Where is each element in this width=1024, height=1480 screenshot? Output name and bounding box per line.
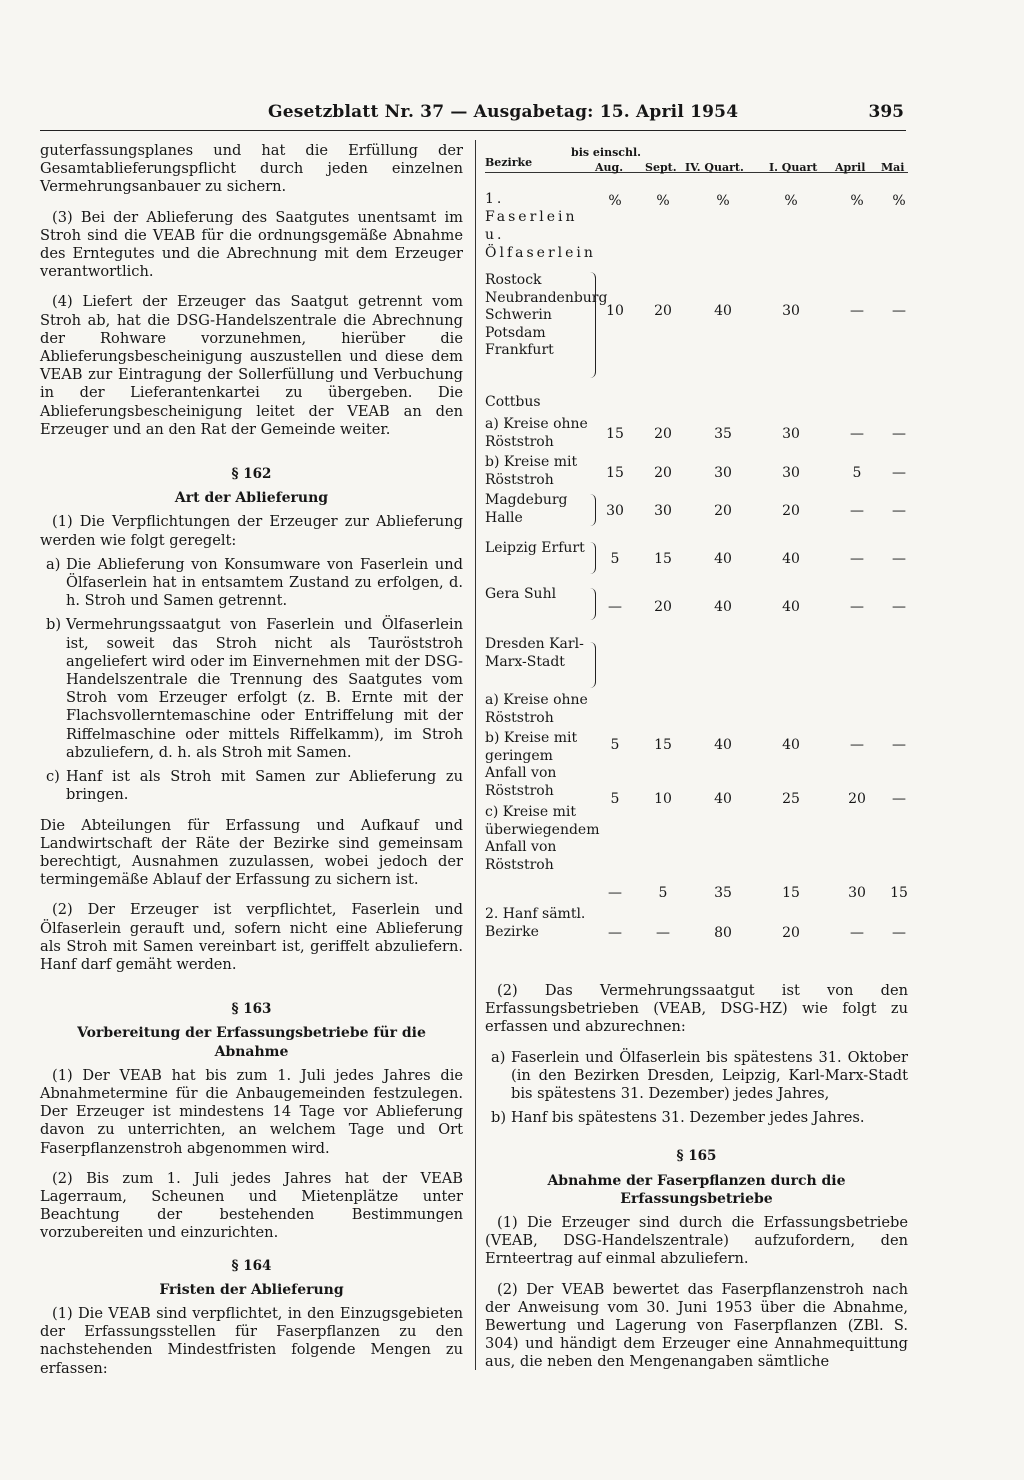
brace xyxy=(589,272,596,378)
table-cell: 35 xyxy=(714,426,732,442)
table-cell: 40 xyxy=(714,791,732,807)
list-item-label: c) xyxy=(46,768,60,786)
table-cell: 40 xyxy=(714,737,732,753)
col-header-april: April xyxy=(835,161,866,174)
section-title: Abnahme der Faserpflanzen durch die Erfassungsbetriebe xyxy=(547,1172,846,1207)
table-cell: 40 xyxy=(782,551,800,567)
table-cell: — xyxy=(850,503,864,519)
paragraph: guterfassungsplanes und hat die Erfüllung der Gesamtablieferungspflicht durch jeden einzelnen Vermehrungsanbauer zu sichern. xyxy=(40,142,463,196)
paragraph: (2) Der Erzeuger ist verpflichtet, Faserlein und Ölfaserlein gerauft und, sofern nicht eine Ablieferung als Stroh mit Samen vereinbart ist, geriffelt abzuliefern. Hanf darf gemäht werden. xyxy=(40,901,463,973)
table-cell: — xyxy=(892,925,906,941)
table-cell: — xyxy=(850,599,864,615)
table-cell: — xyxy=(892,303,906,319)
table-cell: — xyxy=(608,885,622,901)
gazette-title: Gesetzblatt Nr. 37 — Ausgabetag: 15. April 1954 xyxy=(268,102,739,122)
paragraph: (4) Liefert der Erzeuger das Saatgut getrennt vom Stroh ab, hat die DSG-Handelszentrale die Abrechnung der Rohware vorzunehmen, hierüber die Ablieferungsbescheinigung auszustellen und diese dem VEAB zur Eintragung der Sollerfüllung und Verbuchung in der Lieferantenkartei zu übergeben. Die Ablieferungsbescheinigung leitet der VEAB an den Erzeuger und an den Rat der Gemeinde weiter. xyxy=(40,293,463,438)
table-cell: 30 xyxy=(714,465,732,481)
list-item-text: Faserlein und Ölfaserlein bis spätestens 31. Oktober (in den Bezirken Dresden, Leipzig, Karl-Marx-Stadt bis spätestens 31. Dezember) jedes Jahres, xyxy=(511,1048,908,1103)
table-row-label: Dresden Karl-Marx-Stadt xyxy=(485,636,584,670)
page-header xyxy=(40,102,906,131)
table-cell: 10 xyxy=(606,303,624,319)
table-cell: 15 xyxy=(606,465,624,481)
table-cell: 20 xyxy=(782,925,800,941)
table-cell: — xyxy=(850,551,864,567)
list-item xyxy=(40,556,463,611)
paragraph: (1) Die VEAB sind verpflichtet, in den Einzugsgebieten der Erfassungsstellen für Faserpflanzen zu den nachstehenden Mindestfristen folgende Mengen zu erfassen: xyxy=(40,1304,463,1377)
table-cell: 5 xyxy=(852,465,862,481)
table-cell: 40 xyxy=(714,303,732,319)
table-row-label: a) Kreise ohne Röststroh xyxy=(485,692,588,726)
table-row-label: Gera Suhl xyxy=(485,586,557,602)
paragraph: (1) Die Verpflichtungen der Erzeuger zur Ablieferung werden wie folgt geregelt: xyxy=(40,513,463,549)
section-title: Vorbereitung der Erfassungsbetriebe für die Abnahme xyxy=(77,1025,426,1060)
paragraph: (2) Der VEAB bewertet das Faserpflanzenstroh nach der Anweisung vom 30. Juni 1953 über die Abnahme, Bewertung und Lagerung von Faserpflanzen (ZBl. S. 304) und händigt dem Erzeuger eine Annahmequittung aus, die neben den Mengenangaben sämtliche xyxy=(485,1280,908,1371)
list-item-label: b) xyxy=(46,616,62,634)
col-header-i-quart: I. Quart xyxy=(769,161,818,174)
table-cell: 30 xyxy=(848,885,866,901)
table-cell: 30 xyxy=(782,303,800,319)
table-cell: — xyxy=(850,737,864,753)
table-cell: 40 xyxy=(714,599,732,615)
section-number: § 163 xyxy=(231,1001,272,1018)
list-item-text: Vermehrungssaatgut von Faserlein und Ölfaserlein ist, soweit das Stroh nicht als Tauröststroh angeliefert wird oder im Einvernehmen mit der DSG-Handelszentrale die Trennung des Saatgutes vom Stroh vom Erzeuger erfolgt (z. B. Ernte mit der Flachsvollerntemaschine oder Entriffelung mit der Riffelmaschine oder mittels Riffelkamm), im Stroh abzuliefern, d. h. als Stroh mit Samen. xyxy=(66,616,463,761)
table-row-label: a) Kreise ohne Röststroh xyxy=(485,416,588,450)
table-cell: — xyxy=(892,503,906,519)
section-number: § 164 xyxy=(231,1257,272,1274)
paragraph: Die Abteilungen für Erfassung und Aufkauf und Landwirtschaft der Räte der Bezirke sind gemeinsam berechtigt, Ausnahmen zuzulassen, wobei jedoch der termingemäße Ablauf der Erfassung zu sichern ist. xyxy=(40,816,463,889)
table-cell: 5 xyxy=(610,551,620,567)
col-header-iv-quart: IV. Quart. xyxy=(685,161,744,174)
table-cell: — xyxy=(892,465,906,481)
paragraph: (2) Das Vermehrungssaatgut ist von den Erfassungsbetrieben (VEAB, DSG-HZ) wie folgt zu erfassen und abzurechnen: xyxy=(485,982,908,1036)
table-cell: 30 xyxy=(782,426,800,442)
table-cell: — xyxy=(608,925,622,941)
table-row-label: Leipzig Erfurt xyxy=(485,540,585,556)
table-row-label: b) Kreise mit Röststroh xyxy=(485,454,578,488)
table-cell: — xyxy=(656,925,670,941)
table-cell: — xyxy=(892,791,906,807)
list-item-label: b) xyxy=(491,1109,507,1127)
col-header-bezirke: Bezirke xyxy=(485,156,533,169)
table-cell: 25 xyxy=(782,791,800,807)
left-column xyxy=(40,142,463,1390)
table-row-label: c) Kreise mit überwiegendem Anfall von Röststroh xyxy=(485,804,600,873)
table-cell: 15 xyxy=(890,885,908,901)
table-row-label: Cottbus xyxy=(485,394,541,410)
table-cell: — xyxy=(892,599,906,615)
list-item xyxy=(40,768,463,804)
table-cell: 40 xyxy=(714,551,732,567)
list-item xyxy=(40,616,463,762)
delivery-schedule-table xyxy=(485,142,908,972)
table-cell: 30 xyxy=(654,503,672,519)
section-number: § 162 xyxy=(231,466,272,483)
table-cell: 30 xyxy=(782,465,800,481)
table-cell: 20 xyxy=(654,465,672,481)
table-row-label: Rostock Neubrandenburg Schwerin Potsdam Frankfurt xyxy=(485,272,608,359)
list-item-text: Die Ablieferung von Konsumware von Faserlein und Ölfaserlein hat in entsamtem Zustand zu erfolgen, d. h. Stroh und Samen getrennt. xyxy=(66,555,463,610)
table-cell: — xyxy=(850,925,864,941)
table-cell: 15 xyxy=(782,885,800,901)
percent-unit: % xyxy=(892,193,906,209)
table-cell: 5 xyxy=(610,791,620,807)
paragraph: (1) Der VEAB hat bis zum 1. Juli jedes Jahres die Abnahmetermine für die Anbaugemeinden festzulegen. Der Erzeuger ist mindestens 14 Tage vor Ablieferung davon zu unterrichten, an welchem Tage und Ort Faserpflanzenstroh abgenommen wird. xyxy=(40,1066,463,1157)
list-item xyxy=(485,1109,908,1127)
table-cell: 40 xyxy=(782,737,800,753)
table-cell: 15 xyxy=(654,551,672,567)
table-cell: 20 xyxy=(714,503,732,519)
section-title: Fristen der Ablieferung xyxy=(159,1281,344,1298)
col-header-mai: Mai xyxy=(881,161,905,174)
table-cell: 20 xyxy=(848,791,866,807)
table-cell: 5 xyxy=(658,885,668,901)
table-cell: 20 xyxy=(782,503,800,519)
section-number: § 165 xyxy=(676,1148,717,1165)
table-row-label: 2. Hanf sämtl. Bezirke xyxy=(485,906,586,940)
list-item-text: Hanf bis spätestens 31. Dezember jedes Jahres. xyxy=(511,1109,865,1127)
page-number: 395 xyxy=(868,102,904,122)
table-cell: 40 xyxy=(782,599,800,615)
list-item-label: a) xyxy=(491,1048,506,1066)
table-cell: 80 xyxy=(714,925,732,941)
table-cell: 35 xyxy=(714,885,732,901)
col-header-bis-einschl: bis einschl. xyxy=(571,146,641,159)
table-row-label: b) Kreise mit geringem Anfall von Röststroh xyxy=(485,730,578,799)
percent-unit: % xyxy=(850,193,864,209)
table-section-heading: 1. Faserlein u. Ölfaserlein xyxy=(485,191,596,261)
table-cell: — xyxy=(850,303,864,319)
table-cell: — xyxy=(608,599,622,615)
paragraph: (2) Bis zum 1. Juli jedes Jahres hat der VEAB Lagerraum, Scheunen und Mietenplätze unter Beachtung der bestehenden Bestimmungen vorzubereiten und einzurichten. xyxy=(40,1169,463,1242)
table-cell: — xyxy=(892,426,906,442)
table-cell: 20 xyxy=(654,599,672,615)
col-header-aug: Aug. xyxy=(595,161,624,174)
paragraph: (3) Bei der Ablieferung des Saatgutes unentsamt im Stroh sind die VEAB für die ordnungsgemäße Abnahme des Erntegutes und die Abrechnung mit dem Erzeuger verantwortlich. xyxy=(40,208,463,281)
table-cell: 5 xyxy=(610,737,620,753)
table-cell: 30 xyxy=(606,503,624,519)
paragraph: (1) Die Erzeuger sind durch die Erfassungsbetriebe (VEAB, DSG-Handelszentrale) aufzufordern, den Ernteertrag auf einmal abzuliefern. xyxy=(485,1214,908,1268)
table-row-label: Magdeburg Halle xyxy=(485,492,568,526)
percent-unit: % xyxy=(784,193,798,209)
percent-unit: % xyxy=(716,193,730,209)
table-header xyxy=(485,142,908,173)
percent-unit: % xyxy=(608,193,622,209)
percent-unit: % xyxy=(656,193,670,209)
table-cell: — xyxy=(850,426,864,442)
table-cell: — xyxy=(892,551,906,567)
brace xyxy=(589,642,596,688)
col-header-sept: Sept. xyxy=(645,161,677,174)
list-item xyxy=(485,1049,908,1104)
column-divider xyxy=(475,140,476,1370)
section-title: Art der Ablieferung xyxy=(174,490,329,507)
table-cell: 15 xyxy=(654,737,672,753)
table-cell: 20 xyxy=(654,426,672,442)
table-cell: 15 xyxy=(606,426,624,442)
table-cell: — xyxy=(892,737,906,753)
right-column xyxy=(485,142,908,1384)
table-cell: 10 xyxy=(654,791,672,807)
list-item-label: a) xyxy=(46,555,61,573)
list-item-text: Hanf ist als Stroh mit Samen zur Ablieferung zu bringen. xyxy=(66,768,463,804)
table-cell: 20 xyxy=(654,303,672,319)
